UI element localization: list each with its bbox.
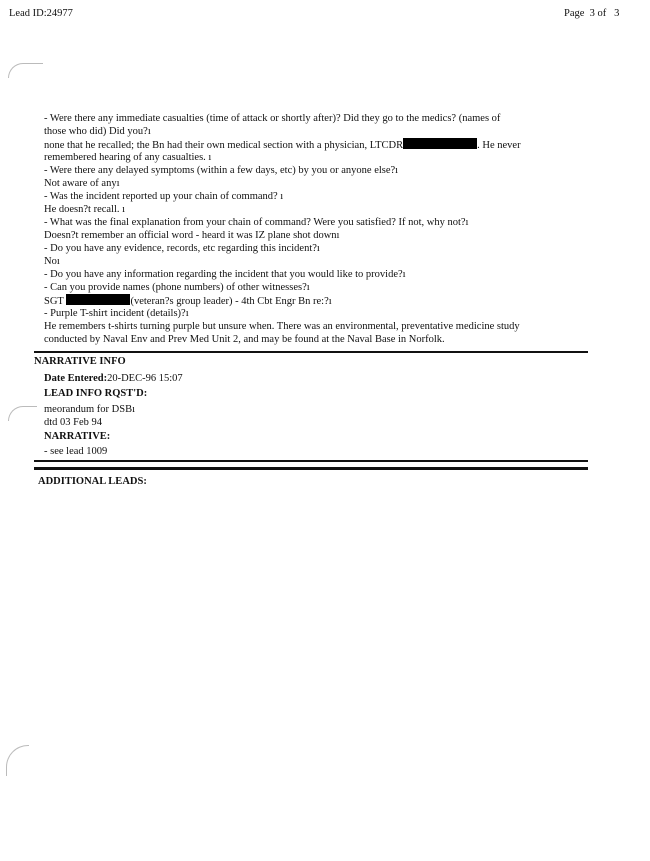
body-line: - Was the incident reported up your chain of command? ı [44,191,284,202]
body-line: Not aware of anyı [44,178,120,189]
date-entered [44,372,183,385]
body-line: conducted by Naval Env and Prev Med Unit 2, and may be found at the Naval Base in Norfolk. [44,334,445,345]
lead-info-line: meorandum for DSBı [44,404,135,415]
body-line: - Do you have any information regarding the incident that you would like to provide?ı [44,269,406,280]
additional-leads-heading: ADDITIONAL LEADS: [38,476,147,487]
body-line: He remembers t-shirts turning purple but unsure when. There was an environmental, preventative medicine study [44,321,520,332]
body-line-text: none that he recalled; the Bn had their own medical section with a physician, LTCDR [44,140,404,151]
body-line [44,294,332,308]
body-line: - Purple T-shirt incident (details)?ı [44,308,189,319]
body-line: Noı [44,256,60,267]
body-line: - Were there any immediate casualties (time of attack or shortly after)? Did they go to the medics? (names of [44,113,501,124]
punch-hole-mark [8,406,37,421]
body-line-text: (veteran?s group leader) - 4th Cbt Engr Bn re:?ı [130,296,332,307]
section-divider [34,351,588,353]
lead-info-label: LEAD INFO RQST'D: [44,388,148,399]
body-line: - Can you provide names (phone numbers) of other witnesses?ı [44,282,310,293]
body-line: He doesn?t recall. ı [44,204,126,215]
lead-id: Lead ID:24977 [9,8,73,19]
body-line: - Were there any delayed symptoms (within a few days, etc) by you or anyone else?ı [44,165,399,176]
redaction-bar [66,294,130,305]
redaction-bar [403,138,477,149]
narrative-value: - see lead 1009 [44,446,108,457]
page-total: 3 [614,8,620,19]
lead-info-line: dtd 03 Feb 94 [44,417,103,428]
body-line: Doesn?t remember an official word - heard it was IZ plane shot downı [44,230,340,241]
punch-hole-mark [8,63,43,78]
body-line: - What was the final explanation from your chain of command? Were you satisfied? If not, why not?ı [44,217,469,228]
page-number [564,8,619,19]
body-line: remembered hearing of any casualties. ı [44,152,212,163]
body-line-text: . He never [477,140,521,151]
body-line: those who did) Did you?ı [44,126,151,137]
body-line [44,138,521,152]
section-divider [34,467,588,470]
section-divider [34,460,588,462]
body-line-text: SGT [44,296,64,307]
date-entered-label: Date Entered: [44,373,108,384]
body-line: - Do you have any evidence, records, etc regarding this incident?ı [44,243,320,254]
page-label: Page [564,8,585,19]
section-heading: NARRATIVE INFO [34,356,126,367]
page-of: of [597,8,607,19]
punch-hole-mark [6,745,29,776]
date-entered-value: 20-DEC-96 15:07 [107,373,183,384]
page-current: 3 [589,8,595,19]
narrative-label: NARRATIVE: [44,431,111,442]
